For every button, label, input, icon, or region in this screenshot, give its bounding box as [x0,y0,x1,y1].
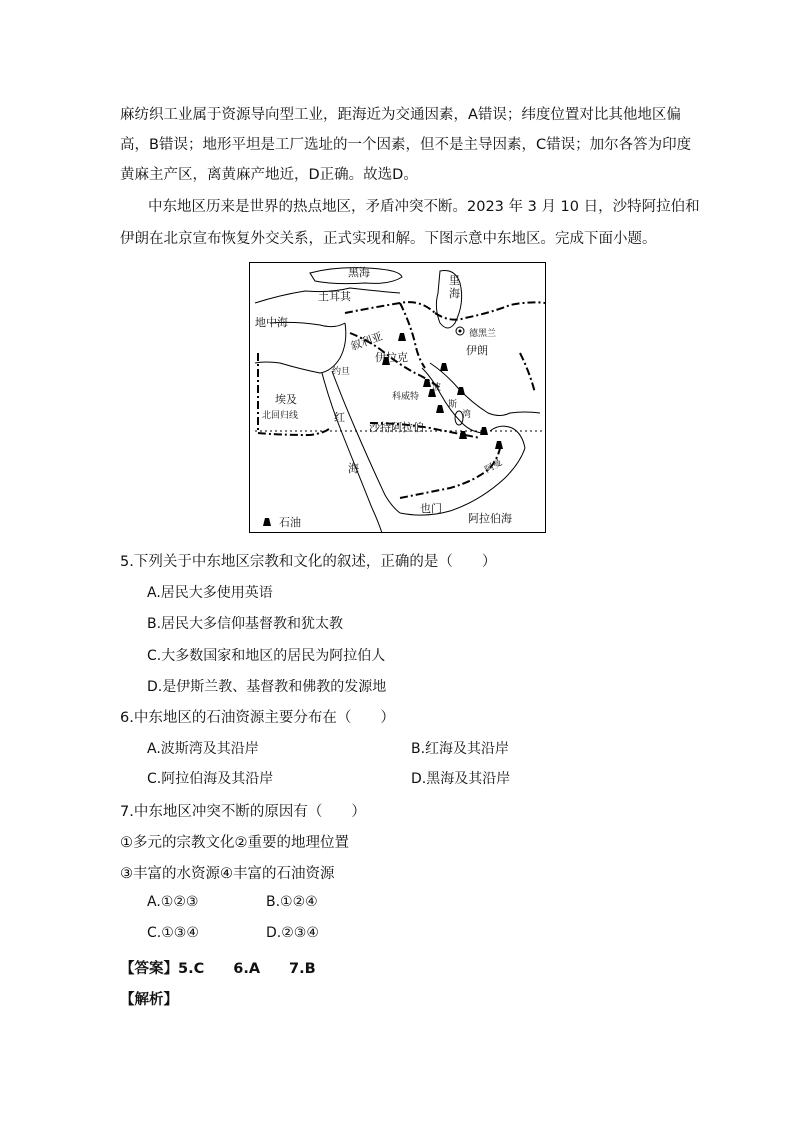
label-yemen: 也门 [420,502,442,515]
label-egypt: 埃及 [275,393,297,406]
intro-line-2: 伊朗在北京宣布恢复外交关系，正式实现和解。下图示意中东地区。完成下面小题。 [120,231,657,247]
label-tehran: 德黑兰 [469,329,497,339]
q7-option-a[interactable]: A.①②③ [147,894,199,910]
analysis-heading: 【解析】 [120,992,178,1008]
label-mediterranean: 地中海 [255,316,288,329]
q5-stem: 5.下列关于中东地区宗教和文化的叙述，正确的是（ ） [120,554,497,570]
q6-option-b[interactable]: B.红海及其沿岸 [411,741,510,757]
q7-option-d[interactable]: D.②③④ [266,925,319,941]
q5-option-c[interactable]: C.大多数国家和地区的居民为阿拉伯人 [147,648,386,664]
label-saudi: 沙特阿拉伯 [369,421,424,434]
label-red-1: 红 [334,411,345,424]
q6-stem: 6.中东地区的石油资源主要分布在（ ） [120,710,395,726]
q7-option-b[interactable]: B.①②④ [266,894,318,910]
q5-option-d[interactable]: D.是伊斯兰教、基督教和佛教的发源地 [147,679,387,695]
q6-option-a[interactable]: A.波斯湾及其沿岸 [147,741,259,757]
answer-line: 【答案】5.C 6.A 7.B [120,961,316,977]
label-gulf-2: 斯 [448,400,458,410]
label-caspian-2: 海 [449,287,460,300]
q5-option-a[interactable]: A.居民大多使用英语 [147,585,273,601]
label-gulf-3: 湾 [462,410,472,420]
q6-option-c[interactable]: C.阿拉伯海及其沿岸 [147,771,274,787]
label-black-sea: 黑海 [348,266,370,279]
label-iraq: 伊拉克 [375,351,408,364]
intro-line-1: 中东地区历来是世界的热点地区，矛盾冲突不断。2023 年 3 月 10 日，沙特阿拉伯和 [148,199,700,215]
label-gulf-1: 波 [432,383,442,393]
q7-option-c[interactable]: C.①③④ [147,925,199,941]
label-jordan: 约旦 [332,367,351,377]
label-turkey: 土耳其 [318,290,351,303]
label-kuwait: 科威特 [392,392,420,402]
legend-oil-label: 石油 [279,516,301,529]
label-red-2: 海 [348,462,359,475]
label-caspian-1: 里 [449,274,460,287]
label-tropic: 北回归线 [262,411,299,421]
label-syria: 叙利亚 [348,329,385,354]
q7-item-line-1: ①多元的宗教文化②重要的地理位置 [120,835,349,851]
q7-item-line-2: ③丰富的水资源④丰富的石油资源 [120,866,335,882]
paragraph-line-1: 麻纺织工业属于资源导向型工业，距海近为交通因素，A错误；纬度位置对比其他地区偏 [120,107,681,123]
q7-stem: 7.中东地区冲突不断的原因有（ ） [120,804,366,820]
label-arabian-sea: 阿拉伯海 [468,512,512,525]
q5-option-b[interactable]: B.居民大多信仰基督教和犹太教 [147,616,344,632]
q6-option-d[interactable]: D.黑海及其沿岸 [411,771,511,787]
middle-east-map [249,262,546,533]
label-iran: 伊朗 [466,344,488,357]
paragraph-line-2: 高，B错误；地形平坦是工厂选址的一个因素，但不是主导因素，C错误；加尔各答为印度 [120,137,692,153]
paragraph-line-3: 黄麻主产区，离黄麻产地近，D正确。故选D。 [120,167,418,183]
label-oman: 阿曼 [483,457,505,476]
